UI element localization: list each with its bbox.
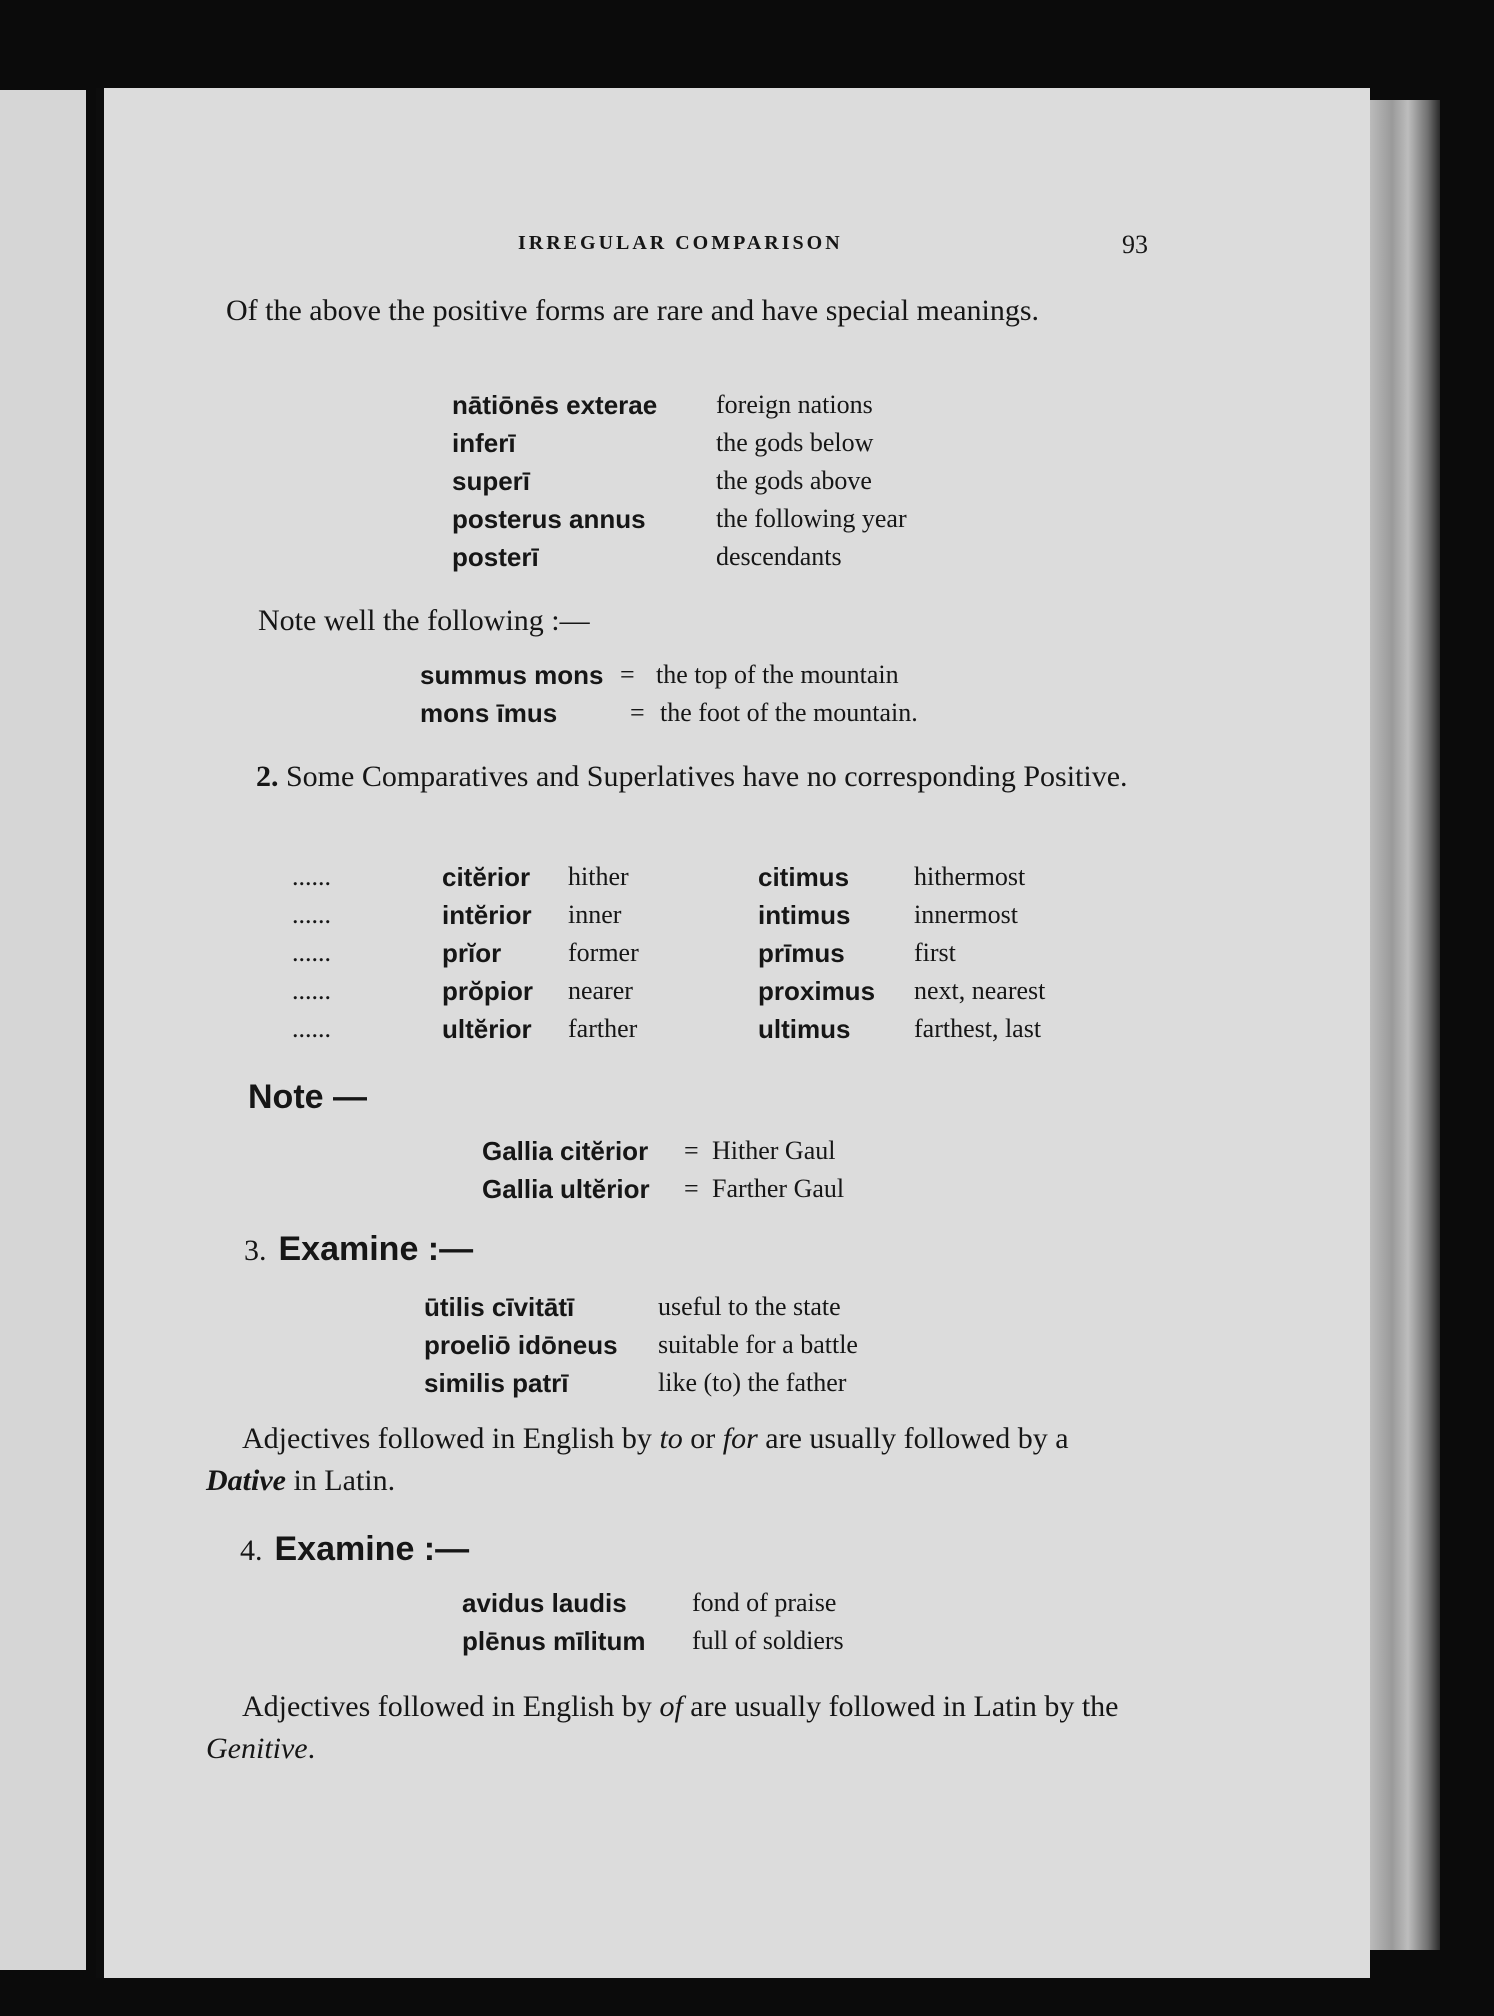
section-3-heading: [244, 1230, 473, 1269]
latin-term: nātiōnēs exterae: [452, 390, 658, 420]
emphasis-dative: Dative: [206, 1464, 286, 1497]
comparative: ultĕrior: [442, 1014, 532, 1044]
section-2-text: Some Comparatives and Superlatives have no corresponding Positive.: [286, 760, 1128, 793]
para-text: are usually followed by a: [757, 1422, 1069, 1455]
page-number: 93: [1122, 230, 1148, 259]
equals-sign: =: [630, 698, 645, 727]
section-number: 3.: [244, 1234, 267, 1267]
superlative: proximus: [758, 976, 876, 1006]
english-gloss: Farther Gaul: [712, 1174, 845, 1203]
english-gloss: the top of the mountain: [656, 660, 899, 689]
english-gloss: Hither Gaul: [712, 1136, 836, 1165]
english-gloss: the foot of the mountain.: [660, 698, 918, 727]
equals-sign: =: [684, 1174, 699, 1203]
comparative-gloss: former: [568, 938, 639, 967]
comparative-gloss: farther: [568, 1014, 638, 1043]
latin-term: mons īmus: [420, 698, 558, 728]
english-gloss: full of soldiers: [692, 1626, 844, 1655]
superlative: intimus: [758, 900, 851, 930]
latin-term: summus mons: [420, 660, 604, 690]
section-4-paragraph: [206, 1686, 1146, 1770]
comparative-gloss: hither: [568, 862, 629, 891]
english-gloss: the gods above: [716, 466, 872, 495]
comparative: prŏpior: [442, 976, 533, 1006]
equals-sign: =: [620, 660, 635, 689]
superlative: prīmus: [758, 938, 845, 968]
para-text: Adjectives followed in English by: [242, 1422, 660, 1455]
latin-term: ūtilis cīvitātī: [424, 1292, 575, 1322]
emphasis-to: to: [659, 1422, 683, 1455]
intro-paragraph: [226, 290, 1156, 332]
comparative: citĕrior: [442, 862, 531, 892]
facing-page-edge: [0, 90, 86, 1970]
emphasis-for: for: [722, 1422, 758, 1455]
para-text: .: [307, 1732, 316, 1765]
section-title: Examine :—: [278, 1230, 474, 1268]
latin-term: Gallia ultĕrior: [482, 1174, 650, 1204]
latin-term: avidus laudis: [462, 1588, 627, 1618]
placeholder-dots: ......: [292, 900, 331, 929]
placeholder-dots: ......: [292, 976, 331, 1005]
comparative: intĕrior: [442, 900, 532, 930]
latin-term: similis patrī: [424, 1368, 569, 1398]
comparative-gloss: inner: [568, 900, 622, 929]
note-well-line: Note well the following :—: [258, 604, 590, 637]
superlative-gloss: farthest, last: [914, 1014, 1042, 1043]
latin-term: superī: [452, 466, 531, 496]
english-gloss: like (to) the father: [658, 1368, 847, 1397]
comparative-gloss: nearer: [568, 976, 633, 1005]
superlative-gloss: hithermost: [914, 862, 1026, 891]
equals-sign: =: [684, 1136, 699, 1165]
section-number: 2.: [256, 760, 279, 793]
emphasis-genitive: Genitive: [206, 1732, 308, 1765]
section-2-paragraph: [216, 756, 1156, 798]
running-head: IRREGULAR COMPARISON: [518, 232, 843, 254]
section-3-paragraph: [206, 1418, 1146, 1502]
para-text: or: [682, 1422, 723, 1455]
placeholder-dots: ......: [292, 938, 331, 967]
english-gloss: the gods below: [716, 428, 874, 457]
superlative: ultimus: [758, 1014, 851, 1044]
english-gloss: the following year: [716, 504, 907, 533]
note-label: Note —: [248, 1078, 367, 1116]
placeholder-dots: ......: [292, 1014, 331, 1043]
superlative: citimus: [758, 862, 850, 892]
intro-text: Of the above the positive forms are rare and have special meanings.: [226, 294, 1040, 327]
english-gloss: descendants: [716, 542, 842, 571]
english-gloss: suitable for a battle: [658, 1330, 858, 1359]
section-title: Examine :—: [274, 1530, 470, 1568]
placeholder-dots: ......: [292, 862, 331, 891]
superlative-gloss: first: [914, 938, 956, 967]
english-gloss: fond of praise: [692, 1588, 837, 1617]
comparative: prĭor: [442, 938, 502, 968]
latin-term: Gallia citĕrior: [482, 1136, 649, 1166]
para-text: Adjectives followed in English by: [242, 1690, 660, 1723]
latin-term: inferī: [452, 428, 516, 458]
superlative-gloss: next, nearest: [914, 976, 1046, 1005]
latin-term: plēnus mīlitum: [462, 1626, 646, 1656]
section-4-heading: [240, 1530, 469, 1569]
latin-term: proeliō idōneus: [424, 1330, 618, 1360]
para-text: are usually followed in Latin by the: [682, 1690, 1119, 1723]
superlative-gloss: innermost: [914, 900, 1018, 929]
para-text: in Latin.: [285, 1464, 396, 1497]
latin-term: posterus annus: [452, 504, 646, 534]
emphasis-of: of: [659, 1690, 683, 1723]
page-stack-edge: [1360, 100, 1440, 1950]
english-gloss: foreign nations: [716, 390, 873, 419]
english-gloss: useful to the state: [658, 1292, 841, 1321]
section-number: 4.: [240, 1534, 263, 1567]
latin-term: posterī: [452, 542, 539, 572]
